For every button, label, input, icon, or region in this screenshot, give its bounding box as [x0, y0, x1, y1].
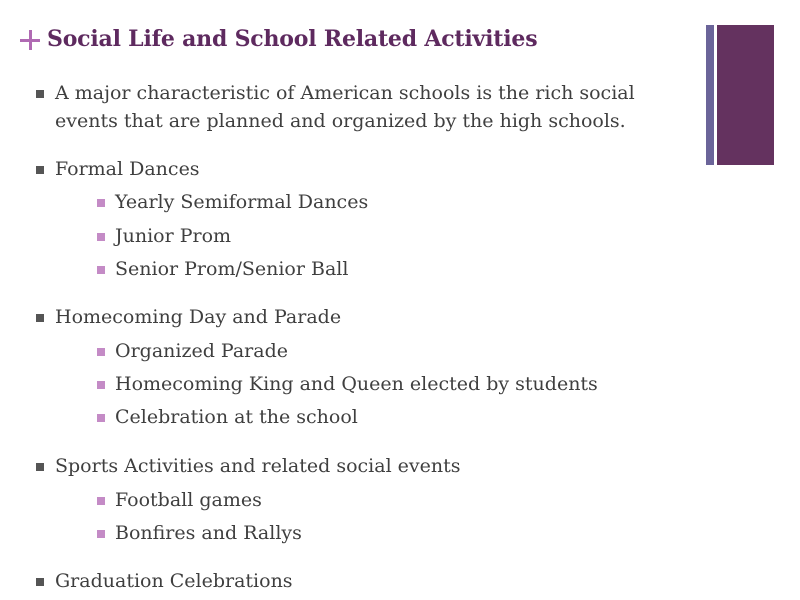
bullet-text: Sports Activities and related social events — [55, 455, 461, 477]
slide-title: Social Life and School Related Activities — [47, 26, 538, 52]
sub-bullet-text: Junior Prom — [115, 225, 232, 247]
bullet-text: Graduation Celebrations — [55, 570, 293, 592]
sub-bullet-marker — [97, 348, 105, 356]
sub-bullet-marker — [97, 530, 105, 538]
bullet-text: Formal Dances — [55, 158, 200, 180]
bullet-marker — [36, 166, 44, 174]
sub-bullet-text: Yearly Semiformal Dances — [115, 191, 369, 213]
sub-bullet-text: Bonfires and Rallys — [115, 522, 302, 544]
sub-bullet-marker — [97, 233, 105, 241]
sub-bullet-text: Senior Prom/Senior Ball — [115, 258, 349, 280]
sub-bullet-text: Celebration at the school — [115, 406, 358, 428]
sub-bullet-marker — [97, 266, 105, 274]
sub-bullet-marker — [97, 414, 105, 422]
sub-bullet-marker — [97, 199, 105, 207]
bullet-marker — [36, 463, 44, 471]
bullet-text: A major characteristic of American schools is the rich social — [55, 82, 635, 104]
sub-bullet-marker — [97, 381, 105, 389]
bullet-marker — [36, 578, 44, 586]
sub-bullet-text: Homecoming King and Queen elected by students — [115, 373, 598, 395]
sub-bullet-text: Football games — [115, 489, 262, 511]
sub-bullet-text: Organized Parade — [115, 340, 288, 362]
bullet-marker — [36, 314, 44, 322]
bullet-marker — [36, 90, 44, 98]
sub-bullet-marker — [97, 497, 105, 505]
bullet-text: events that are planned and organized by the high schools. — [55, 110, 626, 132]
bullet-text: Homecoming Day and Parade — [55, 306, 342, 328]
